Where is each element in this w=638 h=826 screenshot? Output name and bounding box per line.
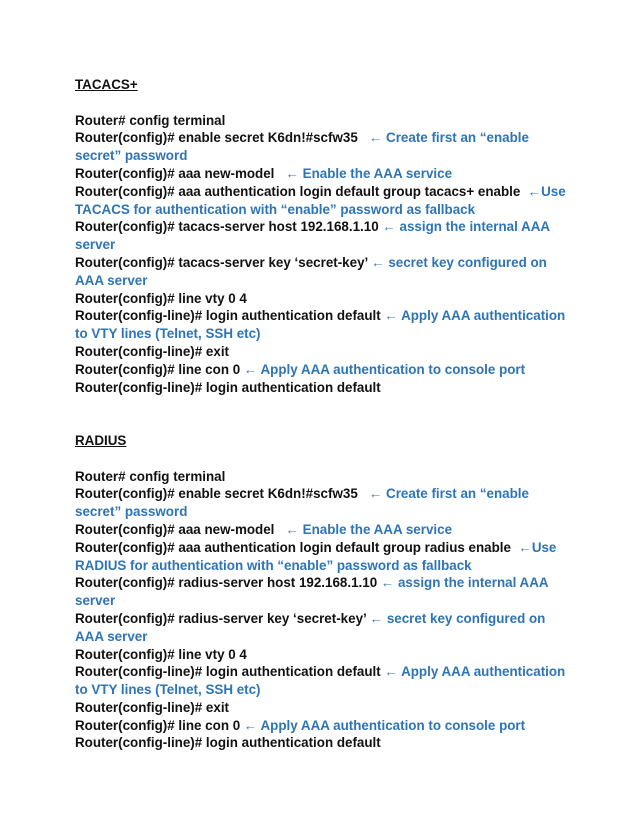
config-line <box>75 183 575 219</box>
config-line <box>75 379 575 397</box>
command-text: Router(config)# line con 0 <box>75 361 244 377</box>
config-line <box>75 539 575 575</box>
command-text: Router(config)# aaa authentication login default group tacacs+ enable <box>75 183 528 199</box>
config-line <box>75 129 575 165</box>
config-line <box>75 734 575 752</box>
command-text: Router(config)# aaa new-model <box>75 165 286 181</box>
config-line <box>75 699 575 717</box>
annotation-text: ← Apply AAA authentication to VTY lines (Telnet, SSH etc) <box>75 664 569 698</box>
section-1 <box>75 432 575 752</box>
command-text: Router(config)# enable secret K6dn!#scfw35 <box>75 130 369 146</box>
annotation-text: ←Use TACACS for authentication with “enable” password as fallback <box>75 183 570 217</box>
section-spacer <box>75 396 575 432</box>
command-text: Router(config-line)# login authentication default <box>75 735 381 751</box>
command-text: Router(config)# aaa authentication login default group radius enable <box>75 539 519 555</box>
config-line <box>75 717 575 735</box>
annotation-text: ←Use RADIUS for authentication with “enable” password as fallback <box>75 539 561 573</box>
config-line <box>75 663 575 699</box>
config-line <box>75 218 575 254</box>
config-line <box>75 610 575 646</box>
command-text: Router# config terminal <box>75 112 226 128</box>
command-text: Router# config terminal <box>75 468 226 484</box>
command-text: Router(config-line)# exit <box>75 699 229 715</box>
section-heading: TACACS+ <box>75 77 138 92</box>
annotation-text: ← Create first an “enable secret” password <box>75 130 533 164</box>
command-text: Router(config)# aaa new-model <box>75 521 286 537</box>
config-line <box>75 485 575 521</box>
config-line <box>75 165 575 183</box>
command-text: Router(config)# line vty 0 4 <box>75 290 247 306</box>
command-text: Router(config)# line vty 0 4 <box>75 646 247 662</box>
command-text: Router(config-line)# login authentication default <box>75 664 385 680</box>
config-line <box>75 646 575 664</box>
command-text: Router(config-line)# login authentication default <box>75 308 385 324</box>
annotation-text: ← Apply AAA authentication to console port <box>243 717 526 733</box>
annotation-text: ← Enable the AAA service <box>285 521 453 537</box>
command-text: Router(config)# radius-server host 192.168.1.10 <box>75 575 381 591</box>
command-text: Router(config)# enable secret K6dn!#scfw35 <box>75 486 369 502</box>
config-line <box>75 521 575 539</box>
section-heading: RADIUS <box>75 432 127 448</box>
config-line <box>75 290 575 308</box>
config-line <box>75 112 575 130</box>
heading-spacer <box>75 94 575 112</box>
command-text: Router(config-line)# login authentication default <box>75 379 381 395</box>
annotation-text: ← Apply AAA authentication to console port <box>243 361 526 377</box>
config-line <box>75 254 575 290</box>
command-text: Router(config)# radius-server key ‘secret-key’ <box>75 610 370 626</box>
annotation-text: ← assign the internal AAA server <box>75 575 552 609</box>
annotation-text: ← secret key configured on AAA server <box>75 610 549 644</box>
config-line <box>75 343 575 361</box>
annotation-text: ← Apply AAA authentication to VTY lines (Telnet, SSH etc) <box>75 308 569 342</box>
config-line <box>75 468 575 486</box>
annotation-text: ← assign the internal AAA server <box>75 219 554 253</box>
heading-spacer <box>75 450 575 468</box>
document-body <box>75 76 575 752</box>
annotation-text: ← Create first an “enable secret” password <box>75 486 533 520</box>
config-line <box>75 361 575 379</box>
config-line <box>75 574 575 610</box>
annotation-text: ← secret key configured on AAA server <box>75 254 551 288</box>
annotation-text: ← Enable the AAA service <box>285 165 453 181</box>
command-text: Router(config-line)# exit <box>75 343 229 359</box>
section-0 <box>75 76 575 396</box>
command-text: Router(config)# line con 0 <box>75 717 244 733</box>
command-text: Router(config)# tacacs-server key ‘secret-key’ <box>75 254 372 270</box>
config-line <box>75 307 575 343</box>
command-text: Router(config)# tacacs-server host 192.168.1.10 <box>75 219 383 235</box>
